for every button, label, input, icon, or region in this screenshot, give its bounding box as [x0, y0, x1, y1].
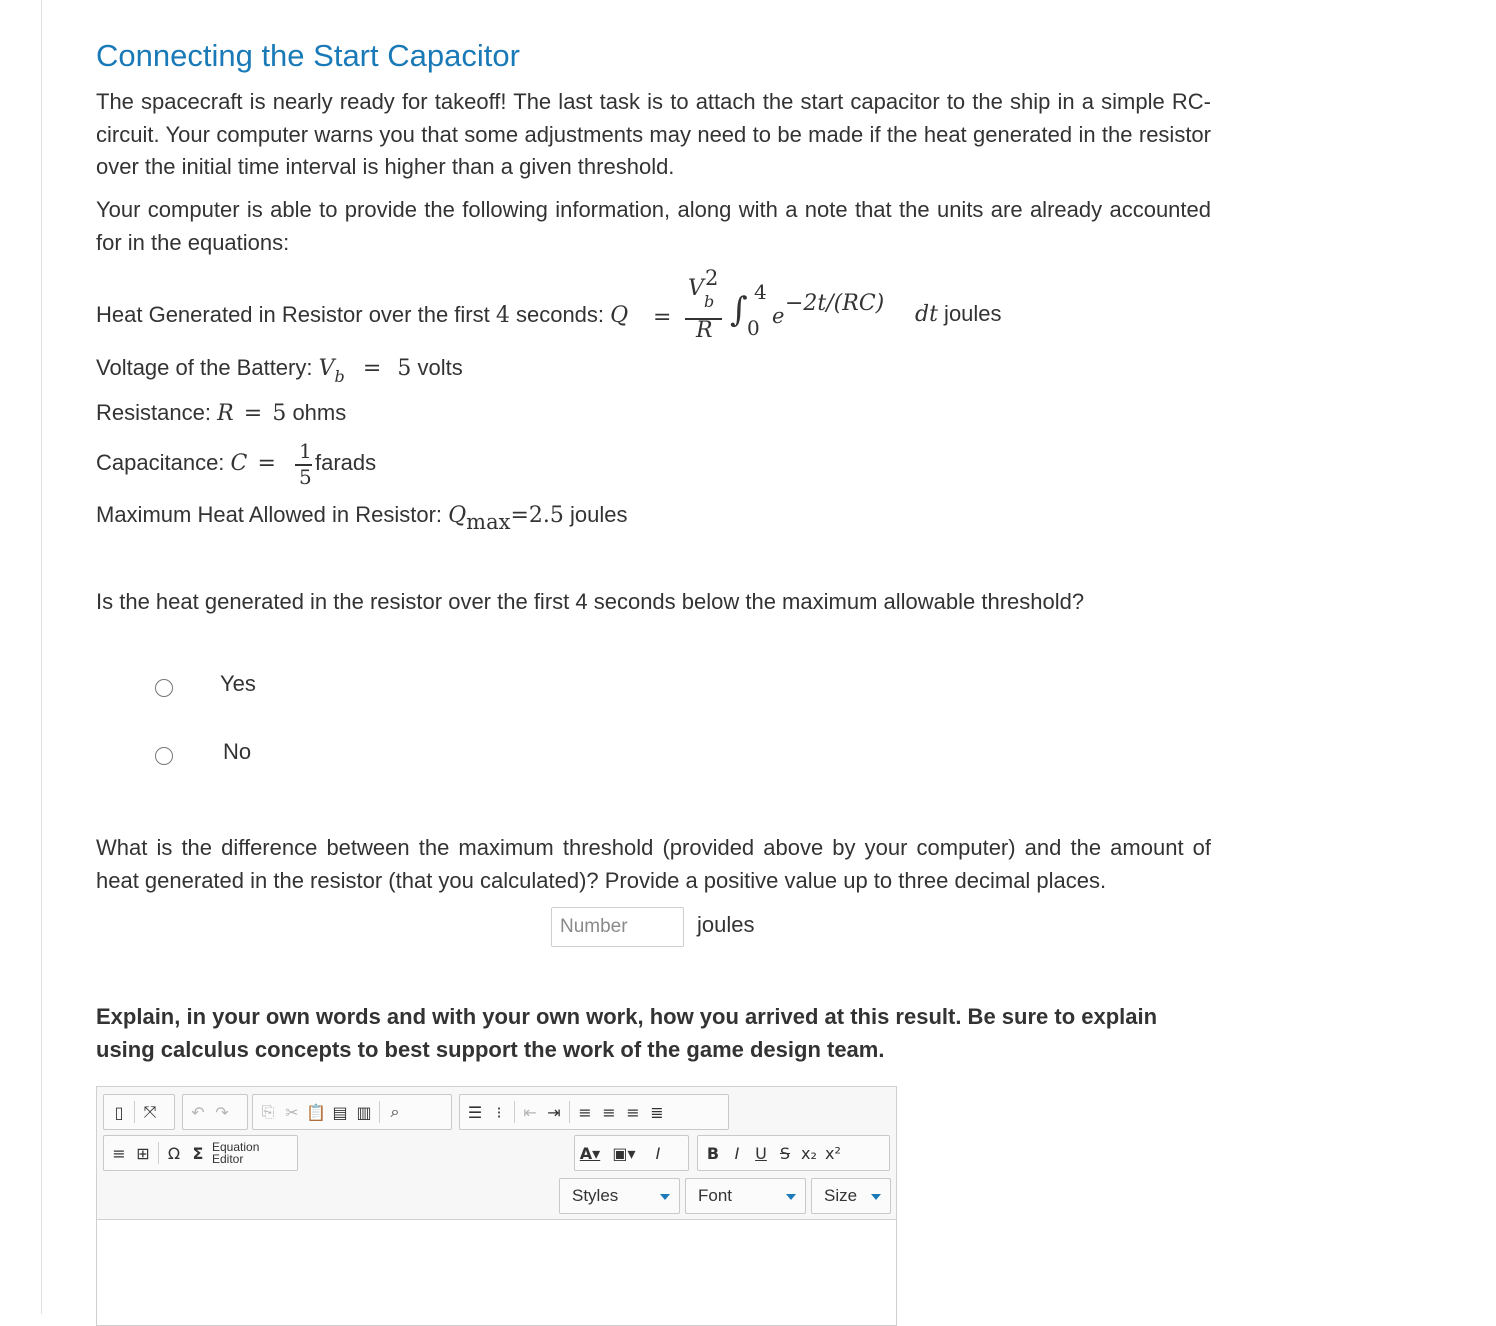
question-2-prompt: What is the difference between the maximum threshold (provided above by your computer) and the amount of heat generated in the resistor (that you calculated)? Provide a positive value up to three decimal places.	[96, 835, 1211, 893]
toolbar-group-clipboard	[252, 1094, 452, 1130]
max-heat-line: Maximum Heat Allowed in Resistor: Qmax=2.5 joules	[96, 502, 628, 534]
exp-base: e	[772, 304, 785, 328]
exp-exponent: −2t/(RC)	[785, 291, 885, 316]
answer-number-input[interactable]	[551, 907, 684, 947]
italic-icon[interactable]: I	[734, 1143, 740, 1163]
heat-label: Heat Generated in Resistor over the first	[96, 302, 496, 327]
heat-label-after: seconds:	[509, 302, 611, 327]
horizontal-line-icon[interactable]: ≡	[112, 1143, 126, 1163]
fraction-denominator: R	[696, 318, 713, 343]
table-icon[interactable]: ⊞	[136, 1143, 150, 1163]
voltage-subscript: b	[334, 367, 345, 386]
max-heat-value: 2.5	[528, 503, 564, 528]
integral-sign: ∫	[730, 290, 748, 330]
paste-icon[interactable]: 📋	[306, 1102, 326, 1122]
explain-prompt: Explain, in your own words and with your own work, how you arrived at this result. Be sure to explain using calculus concepts to best support the work of the game design team.	[96, 1004, 1158, 1062]
maximize-icon[interactable]: ⤧	[143, 1102, 157, 1121]
subscript-icon[interactable]: x₂	[801, 1143, 817, 1163]
align-right-icon[interactable]: ≡	[626, 1102, 640, 1122]
q-symbol: Q	[610, 303, 629, 328]
superscript-icon[interactable]: x²	[825, 1143, 841, 1163]
resistance-line: Resistance: R = 5 ohms	[96, 400, 347, 426]
voltage-value: 5	[397, 356, 412, 381]
toolbar-group-basic-styles	[697, 1135, 890, 1171]
capacitance-symbol: C	[230, 451, 248, 476]
chevron-down-icon	[786, 1194, 796, 1200]
copy-icon[interactable]: ⎘	[261, 1102, 275, 1121]
integral-upper-limit: 4	[754, 280, 767, 304]
toolbar-group-paragraph	[459, 1094, 729, 1130]
undo-icon[interactable]: ↶	[191, 1102, 205, 1122]
heat-differential-unit: dt joules	[915, 301, 1002, 327]
font-dropdown[interactable]: Font	[685, 1178, 806, 1214]
strikethrough-icon[interactable]: S	[779, 1143, 791, 1163]
underline-icon[interactable]: U	[755, 1143, 767, 1163]
find-icon[interactable]: ⌕	[390, 1102, 400, 1121]
integral-lower-limit: 0	[747, 316, 760, 340]
cut-icon[interactable]: ✂	[285, 1102, 299, 1122]
fraction-numerator-sub: b	[704, 292, 715, 311]
bold-icon[interactable]: B	[706, 1143, 720, 1163]
info-paragraph: Your computer is able to provide the following information, along with a note that the units are already accounted for in the equations:	[96, 197, 1211, 255]
heat-equals: =	[653, 305, 672, 330]
page-left-border	[41, 0, 42, 1314]
question-1-prompt: Is the heat generated in the resistor over the first 4 seconds below the maximum allowable threshold?	[96, 589, 1085, 614]
chevron-down-icon	[660, 1194, 670, 1200]
capacitance-unit: farads	[315, 450, 377, 475]
max-heat-symbol: Q	[448, 503, 467, 528]
editor-text-area[interactable]	[97, 1221, 896, 1325]
seconds-value: 4	[495, 303, 510, 328]
chevron-down-icon	[871, 1194, 881, 1200]
option-no-label[interactable]: No	[223, 739, 252, 764]
resistance-symbol: R	[217, 401, 234, 426]
radio-no[interactable]	[155, 747, 173, 765]
justify-icon[interactable]: ≣	[650, 1102, 664, 1122]
option-yes-label[interactable]: Yes	[220, 671, 256, 696]
text-color-icon[interactable]: A▾	[579, 1143, 601, 1163]
toolbar-group-document	[103, 1094, 175, 1130]
fraction-numerator-var: V	[688, 276, 704, 301]
toolbar-group-colors	[574, 1135, 689, 1171]
styles-dropdown[interactable]: Styles	[559, 1178, 680, 1214]
align-center-icon[interactable]: ≡	[602, 1102, 616, 1122]
size-dropdown[interactable]: Size	[811, 1178, 891, 1214]
numbered-list-icon[interactable]: ☰	[467, 1102, 483, 1122]
toolbar-group-history	[182, 1094, 248, 1130]
capacitance-line: Capacitance: C =	[96, 450, 276, 476]
sigma-icon[interactable]: Σ	[192, 1143, 204, 1163]
fraction-numerator-exp: 2	[705, 266, 719, 290]
page-title: Connecting the Start Capacitor	[96, 38, 520, 73]
voltage-symbol: V	[318, 356, 335, 381]
align-left-icon[interactable]: ≡	[578, 1102, 592, 1122]
omega-icon[interactable]: Ω	[167, 1143, 181, 1163]
editor-toolbar	[97, 1087, 896, 1220]
paste-text-icon[interactable]: ▤	[332, 1102, 348, 1122]
source-icon[interactable]: ▯	[114, 1102, 124, 1122]
answer-unit: joules	[697, 912, 755, 937]
resistance-value: 5	[272, 401, 287, 426]
capacitance-numerator: 1	[299, 439, 312, 463]
decrease-indent-icon[interactable]: ⇤	[523, 1102, 537, 1122]
redo-icon[interactable]: ↷	[215, 1102, 229, 1122]
radio-yes[interactable]	[155, 679, 173, 697]
increase-indent-icon[interactable]: ⇥	[547, 1102, 561, 1122]
max-heat-subscript: max	[466, 510, 511, 534]
intro-paragraph: The spacecraft is nearly ready for takeoff! The last task is to attach the start capacitor to the ship in a simple RC-circuit. Your computer warns you that some adjustments may need to be made if the heat generated in the resistor over the initial time interval is higher than a given threshold.	[96, 89, 1211, 179]
capacitance-denominator: 5	[299, 465, 312, 489]
background-color-icon[interactable]: ▣▾	[612, 1143, 636, 1163]
heat-generated-line	[96, 302, 628, 328]
equation-editor-button[interactable]: Equation Editor	[212, 1140, 260, 1166]
remove-format-icon[interactable]: I	[655, 1143, 661, 1163]
rich-text-editor	[96, 1086, 897, 1326]
paste-word-icon[interactable]: ▥	[356, 1102, 372, 1122]
bulleted-list-icon[interactable]: ⁝	[496, 1102, 502, 1122]
toolbar-group-insert	[103, 1135, 298, 1171]
voltage-line: Voltage of the Battery: $V_b = 5$ volts	[96, 355, 463, 386]
